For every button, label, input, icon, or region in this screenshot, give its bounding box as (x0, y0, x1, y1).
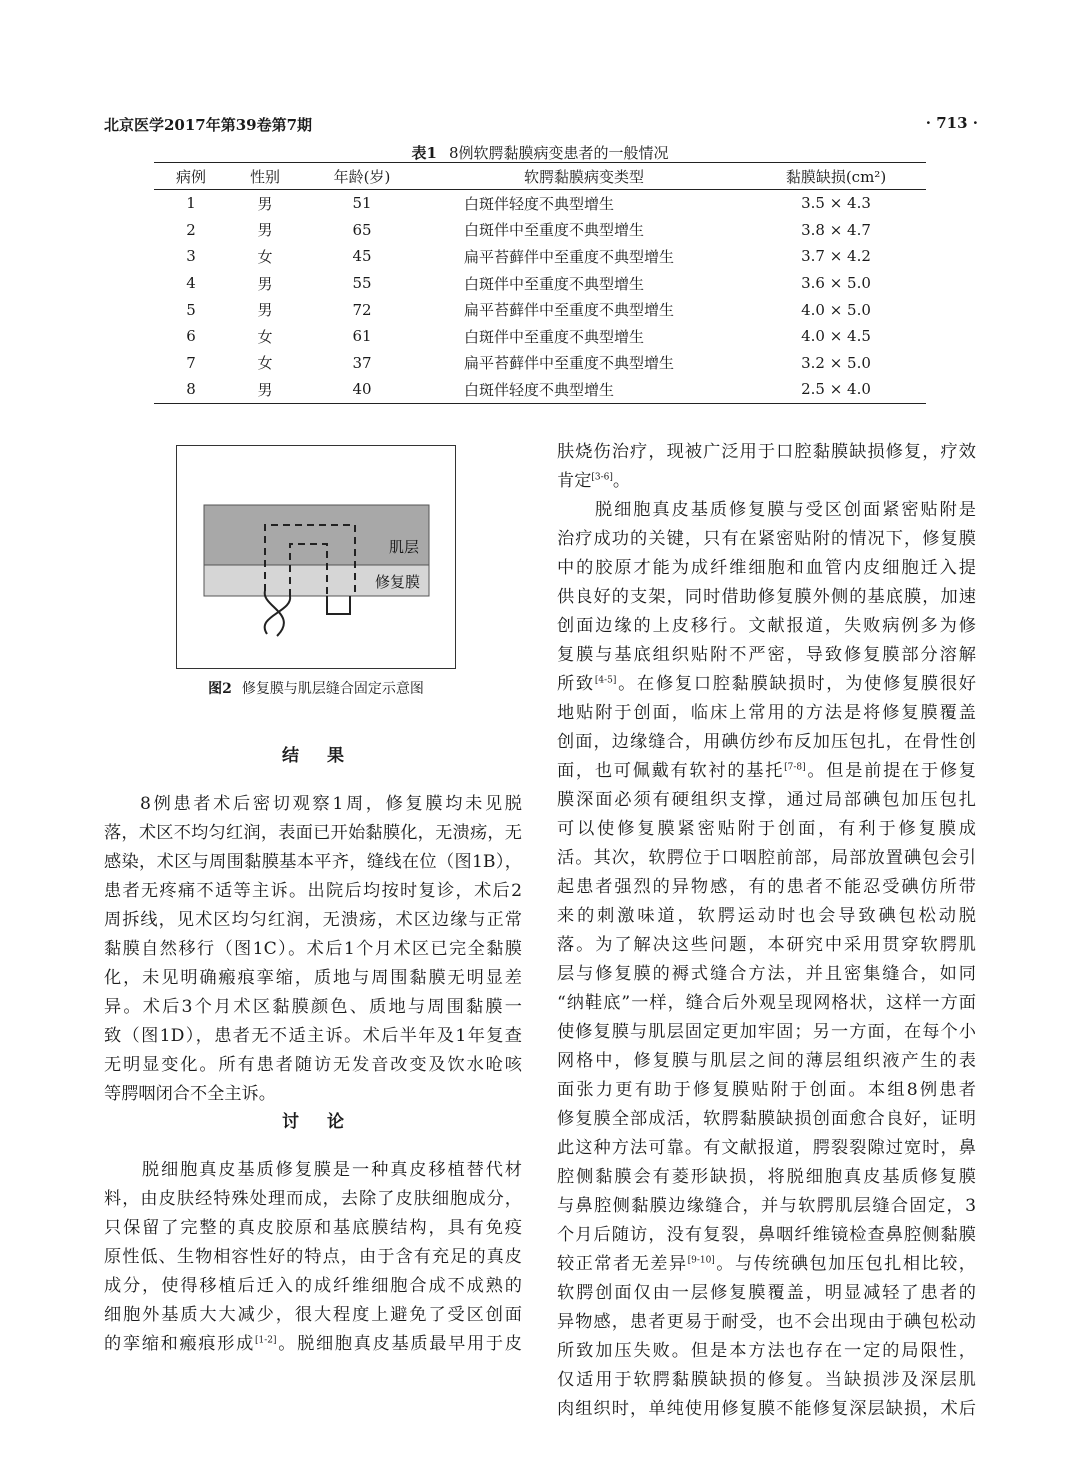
text-line: 此这种方法可靠。有文献报道，腭裂裂隙过宽时，鼻 (557, 1138, 976, 1158)
text-line: 异。术后3个月术区黏膜颜色、质地与周围黏膜一 (104, 997, 522, 1017)
cell-lesion-type: 扁平苔藓伴中至重度不典型增生 (464, 354, 675, 373)
cell-defect: 2.5 × 4.0 (801, 380, 871, 399)
text-line: 仅适用于软腭黏膜缺损的修复。当缺损涉及深层肌 (557, 1370, 976, 1390)
text-line: 中的胶原才能为成纤维细胞和血管内皮细胞迁入提 (557, 558, 976, 578)
cell-case: 4 (186, 274, 196, 293)
cell-case: 5 (186, 300, 196, 319)
text-line: 等腭咽闭合不全主诉。 (104, 1084, 276, 1104)
text-line: 异物感，患者更易于耐受，也不会出现由于碘包松动 (557, 1312, 976, 1332)
text-line: 8例患者术后密切观察1周，修复膜均未见脱 (140, 794, 522, 814)
table-row (154, 323, 926, 350)
results-heading (104, 741, 522, 766)
cell-defect: 3.8 × 4.7 (801, 220, 871, 239)
muscle-layer (204, 505, 429, 565)
text-line: 供良好的支架，同时借助修复膜外侧的基底膜，加速 (557, 587, 976, 607)
cell-sex: 男 (257, 274, 273, 293)
table-row (154, 217, 926, 244)
cell-defect: 3.5 × 4.3 (801, 194, 871, 213)
inner-suture-loop (327, 596, 350, 614)
text-line: 个月后随访，没有复裂，鼻咽纤维镜检查鼻腔侧黏膜 (557, 1225, 976, 1245)
figure-number: 图2 (208, 681, 232, 697)
cell-lesion-type: 白斑伴中至重度不典型增生 (464, 274, 645, 293)
text-line: 来的刺激味道，软腭运动时也会导致碘包松动脱 (557, 906, 976, 926)
text-line: 的挛缩和瘢痕形成[1-2]。脱细胞真皮基质最早用于皮 (104, 1334, 522, 1354)
suture-tail-left (265, 591, 284, 636)
cell-defect: 3.6 × 5.0 (801, 274, 871, 293)
text-line: 原性低、生物相容性好的特点，由于含有充足的真皮 (104, 1247, 522, 1267)
text-line: 可以使修复膜紧密贴附于创面，有利于修复膜成 (557, 819, 976, 839)
text-line: 化，未见明确瘢痕挛缩，质地与周围黏膜无明显差 (104, 968, 522, 988)
right-column-text (557, 438, 976, 1424)
cell-case: 3 (186, 247, 196, 266)
text-line: 肉组织时，单纯使用修复膜不能修复深层缺损，术后 (557, 1399, 976, 1419)
cell-defect: 4.0 × 4.5 (801, 327, 871, 346)
figure-caption (176, 678, 456, 698)
text-line: 肯定[3-6]。 (557, 471, 631, 491)
text-line: 腔侧黏膜会有菱形缺损，将脱细胞真皮基质修复膜 (557, 1167, 976, 1187)
patient-table (154, 162, 926, 404)
cell-sex: 男 (257, 194, 273, 213)
journal-issue: 北京医学2017年第39卷第7期 (104, 116, 313, 134)
text-line: 感染，术区与周围黏膜基本平齐，缝线在位（图1B）， (104, 852, 522, 872)
text-line: 致（图1D），患者无不适主诉。术后半年及1年复查 (104, 1026, 522, 1046)
text-line: 周拆线，见术区均匀红润，无溃疡，术区边缘与正常 (104, 910, 522, 930)
col-header-sex: 性别 (228, 163, 302, 190)
text-line: 所致加压失败。但是本方法也存在一定的局限性， (557, 1341, 976, 1361)
text-line: 料，由皮肤经特殊处理而成，去除了皮肤细胞成分， (104, 1189, 522, 1209)
col-header-case: 病例 (154, 163, 228, 190)
cell-case: 8 (186, 380, 196, 399)
text-line: 肤烧伤治疗，现被广泛用于口腔黏膜缺损修复，疗效 (557, 442, 976, 462)
membrane-label: 修复膜 (375, 573, 421, 591)
table-row (154, 190, 926, 217)
text-line: 较正常者无差异[9-10]。与传统碘包加压包扎相比较， (557, 1254, 976, 1274)
text-line: 治疗成功的关键，只有在紧密贴附的情况下，修复膜 (557, 529, 976, 549)
text-line: 网格中，修复膜与肌层之间的薄层组织液产生的表 (557, 1051, 976, 1071)
cell-sex: 男 (257, 221, 273, 240)
col-header-lesion-type: 软腭黏膜病变类型 (422, 163, 746, 190)
col-header-age: 年龄(岁) (302, 163, 422, 190)
page-number: · 713 · (925, 114, 978, 132)
cell-sex: 女 (257, 354, 273, 373)
table-row (154, 296, 926, 323)
table-row (154, 350, 926, 377)
discussion-heading (104, 1107, 522, 1132)
text-line: 患者无疼痛不适等主诉。出院后均按时复诊，术后2 (104, 881, 522, 901)
text-line: 起患者强烈的异物感，有的患者不能忍受碘仿所带 (557, 877, 976, 897)
cell-lesion-type: 扁平苔藓伴中至重度不典型增生 (464, 247, 675, 266)
results-heading-char-2: 果 (327, 746, 344, 766)
cell-age: 72 (352, 300, 372, 319)
text-line: 活。其次，软腭位于口咽腔前部，局部放置碘包会引 (557, 848, 976, 868)
cell-defect: 3.2 × 5.0 (801, 353, 871, 372)
cell-age: 61 (352, 327, 372, 346)
text-line: 修复膜全部成活，软腭黏膜缺损创面愈合良好，证明 (557, 1109, 976, 1129)
cell-defect: 3.7 × 4.2 (801, 247, 871, 266)
cell-lesion-type: 白斑伴中至重度不典型增生 (464, 327, 645, 346)
text-line: 脱细胞真皮基质修复膜是一种真皮移植替代材 (140, 1160, 522, 1180)
text-line: 层与修复膜的褥式缝合方法，并且密集缝合，如同 (557, 964, 976, 984)
text-line: 创面边缘的上皮移行。文献报道，失败病例多为修 (557, 616, 976, 636)
cell-age: 45 (352, 247, 372, 266)
muscle-label: 肌层 (389, 538, 420, 556)
table-title: 8例软腭黏膜病变患者的一般情况 (448, 144, 669, 162)
text-line: “纳鞋底”一样，缝合后外观呈现网格状，这样一方面 (557, 993, 976, 1013)
text-line: 无明显变化。所有患者随访无发音改变及饮水呛咳 (104, 1055, 522, 1075)
discussion-paragraph (104, 1156, 522, 1359)
text-line: 细胞外基质大大减少，很大程度上避免了受区创面 (104, 1305, 522, 1325)
cell-sex: 女 (257, 247, 273, 266)
cell-lesion-type: 白斑伴中至重度不典型增生 (464, 221, 645, 240)
text-line: 脱细胞真皮基质修复膜与受区创面紧密贴附是 (593, 500, 976, 520)
cell-defect: 4.0 × 5.0 (801, 300, 871, 319)
cell-case: 7 (186, 353, 196, 372)
table-row (154, 376, 926, 403)
text-line: 使修复膜与肌层固定更加牢固；另一方面，在每个小 (557, 1022, 976, 1042)
results-heading-char-1: 结 (282, 746, 299, 766)
cell-sex: 男 (257, 380, 273, 399)
running-head (104, 114, 978, 138)
text-line: 黏膜自然移行（图1C）。术后1个月术区已完全黏膜 (104, 939, 522, 959)
text-line: 落，术区不均匀红润，表面已开始黏膜化，无溃疡，无 (104, 823, 522, 843)
text-line: 地贴附于创面，临床上常用的方法是将修复膜覆盖 (557, 703, 976, 723)
cell-age: 55 (352, 274, 372, 293)
cell-lesion-type: 白斑伴轻度不典型增生 (464, 380, 615, 399)
text-line: 创面，边缘缝合，用碘仿纱布反加压包扎，在骨性创 (557, 732, 976, 752)
text-line: 面，也可佩戴有软衬的基托[7-8]。但是前提在于修复 (557, 761, 976, 781)
text-line: 成分，使得移植后迁入的成纤维细胞合成不成熟的 (104, 1276, 522, 1296)
text-line: 与鼻腔侧黏膜边缘缝合，并与软腭肌层缝合固定，3 (557, 1196, 976, 1216)
discussion-heading-char-2: 论 (327, 1112, 344, 1132)
figure-title: 修复膜与肌层缝合固定示意图 (241, 681, 424, 697)
cell-sex: 男 (257, 301, 273, 320)
table-row (154, 270, 926, 297)
text-line: 面张力更有助于修复膜贴附于创面。本组8例患者 (557, 1080, 976, 1100)
cell-case: 1 (186, 194, 196, 213)
table-header-row (154, 163, 926, 190)
table-row (154, 243, 926, 270)
table-caption (154, 142, 926, 163)
text-line: 只保留了完整的真皮胶原和基底膜结构，具有免疫 (104, 1218, 522, 1238)
cell-case: 2 (186, 220, 196, 239)
cell-case: 6 (186, 327, 196, 346)
cell-age: 65 (352, 220, 372, 239)
cell-lesion-type: 扁平苔藓伴中至重度不典型增生 (464, 301, 675, 320)
discussion-heading-char-1: 讨 (282, 1112, 299, 1132)
text-line: 复膜与基底组织贴附不严密，导致修复膜部分溶解 (557, 645, 976, 665)
table-number: 表1 (411, 144, 437, 162)
cell-sex: 女 (257, 327, 273, 346)
cell-age: 40 (352, 380, 372, 399)
cell-lesion-type: 白斑伴轻度不典型增生 (464, 194, 615, 213)
col-header-defect: 黏膜缺损(cm²) (746, 163, 926, 190)
suture-diagram (176, 445, 456, 669)
cell-age: 51 (352, 194, 372, 213)
text-line: 所致[4-5]。在修复口腔黏膜缺损时，为使修复膜很好 (557, 674, 976, 694)
text-line: 软腭创面仅由一层修复膜覆盖，明显减轻了患者的 (557, 1283, 976, 1303)
cell-age: 37 (352, 353, 372, 372)
suture-diagram-svg (177, 446, 455, 668)
results-paragraph (104, 790, 522, 1109)
text-line: 落。为了解决这些问题，本研究中采用贯穿软腭肌 (557, 935, 976, 955)
text-line: 膜深面必须有硬组织支撑，通过局部碘包加压包扎 (557, 790, 976, 810)
